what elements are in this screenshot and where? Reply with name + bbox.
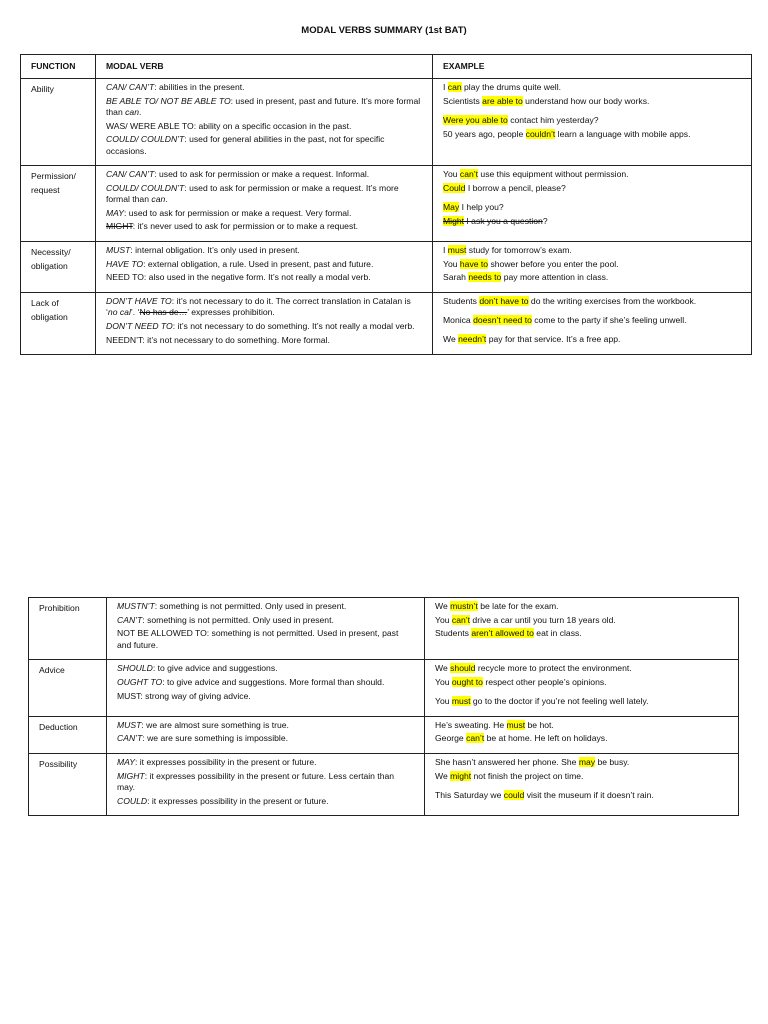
text-line — [117, 691, 414, 702]
text-segment: respect other people’s opinions. — [482, 676, 607, 687]
text-line — [106, 321, 422, 332]
text-line — [106, 335, 422, 346]
modal-verb-cell — [107, 598, 425, 660]
text-segment: be hot. — [525, 719, 554, 730]
modal-verb-cell — [96, 166, 433, 242]
text-segment: learn a language with mobile apps. — [555, 128, 691, 139]
text-segment: We — [435, 770, 451, 781]
text-segment: I — [443, 82, 448, 93]
text-line — [443, 245, 741, 256]
text-segment: She hasn’t answered her phone. She — [435, 757, 579, 768]
header-example: EXAMPLE — [433, 55, 752, 79]
text-segment: SHOULD — [117, 663, 153, 674]
function-cell — [29, 660, 107, 717]
table-row — [21, 242, 752, 293]
table-2-body — [29, 598, 739, 816]
text-segment: I — [443, 245, 448, 256]
example-cell — [433, 166, 752, 242]
text-line — [443, 115, 741, 126]
modal-verbs-table-1 — [20, 54, 752, 355]
function-cell — [21, 166, 96, 242]
function-label: request — [31, 184, 60, 195]
text-segment: . — [165, 194, 168, 205]
text-segment: DON’T NEED TO — [106, 320, 173, 331]
text-line — [435, 601, 728, 612]
highlighted-modal: Could — [443, 182, 466, 193]
highlighted-modal: aren’t allowed to — [471, 628, 534, 639]
text-line — [435, 615, 728, 626]
text-line — [443, 315, 741, 326]
text-segment: MAY — [117, 757, 135, 768]
text-segment: Monica — [443, 315, 474, 326]
text-line — [117, 677, 414, 688]
text-line — [443, 202, 741, 213]
text-segment: : used to ask for permission or make a request. Informal. — [154, 169, 370, 180]
text-segment: CAN/ CAN’T — [106, 169, 155, 180]
text-segment: no cal — [107, 307, 131, 318]
text-segment: can — [125, 107, 139, 118]
function-label: Lack of — [31, 298, 59, 309]
text-line — [117, 796, 414, 807]
table-header-row — [21, 55, 752, 79]
text-segment: You — [435, 614, 452, 625]
text-segment: : it’s not necessary to do something. It’s not really a modal verb. — [172, 320, 415, 331]
header-modal-verb: MODAL VERB — [96, 55, 433, 79]
highlighted-modal: mustn’t — [450, 601, 478, 611]
table-row — [21, 166, 752, 242]
text-segment: George — [435, 733, 467, 744]
text-segment: : used to ask for permission or make a request. It’s more formal than — [106, 182, 399, 205]
highlighted-modal: can’t — [451, 614, 471, 625]
text-segment: play the drums quite well. — [461, 82, 561, 93]
highlighted-modal: can — [447, 82, 462, 93]
modal-verb-cell — [107, 660, 425, 717]
text-segment: shower before you enter the pool. — [488, 258, 619, 269]
text-segment: come to the party if she’s feeling unwell. — [531, 315, 687, 326]
highlighted-modal: might — [450, 770, 472, 781]
table-row — [21, 293, 752, 355]
text-line — [443, 169, 741, 180]
text-segment: : it’s never used to ask for permission or to make a request. — [132, 221, 359, 232]
table-row — [29, 716, 739, 753]
text-line — [443, 183, 741, 194]
text-segment: NOT BE ALLOWED TO: something is not permitted. Used in present, past and future. — [117, 628, 399, 650]
text-segment: be busy. — [595, 757, 630, 768]
text-line — [106, 169, 422, 180]
text-line — [106, 221, 422, 232]
text-segment: : used for general abilities in the past, not for specific occasions. — [106, 134, 385, 156]
text-line — [443, 296, 741, 307]
highlighted-modal: needs to — [468, 272, 502, 283]
highlighted-modal: could — [503, 789, 525, 800]
text-segment: ’. ‘ — [130, 307, 140, 318]
text-line — [117, 628, 414, 650]
text-segment: use this equipment without permission. — [478, 169, 629, 180]
highlighted-modal: have to — [459, 258, 489, 269]
text-segment: I borrow a pencil, please? — [465, 182, 566, 193]
table-1-body — [21, 79, 752, 355]
text-segment: Students — [435, 628, 472, 639]
text-segment: You — [443, 258, 460, 269]
text-segment: MIGHT — [106, 221, 133, 232]
text-segment: not finish the project on time. — [471, 770, 584, 781]
text-line — [443, 334, 741, 345]
function-label: Necessity/ — [31, 247, 71, 258]
function-label: obligation — [31, 260, 68, 271]
text-segment: : something is not permitted. Only used in present. — [142, 614, 334, 625]
text-segment: do the writing exercises from the workbook. — [528, 296, 697, 307]
highlighted-modal: Might — [443, 215, 465, 226]
highlighted-modal: can’t — [459, 169, 479, 180]
text-segment: : it’s not necessary to do it. The correct translation in Catalan is ‘ — [106, 296, 411, 318]
table-row — [29, 598, 739, 660]
text-line — [443, 216, 741, 227]
text-segment: You — [443, 169, 460, 180]
modal-verb-cell — [96, 293, 433, 355]
text-segment: : it expresses possibility in the present or future. — [147, 795, 329, 806]
function-label: Advice — [39, 665, 65, 676]
text-segment: contact him yesterday? — [507, 115, 599, 126]
text-line — [106, 208, 422, 219]
text-segment: ’ expresses prohibition. — [187, 307, 275, 318]
text-segment: understand how our body works. — [522, 95, 650, 106]
text-line — [117, 720, 414, 731]
text-segment: : abilities in the present. — [154, 82, 245, 93]
text-segment: OUGHT TO — [117, 676, 163, 687]
example-cell — [433, 242, 752, 293]
text-segment: You — [435, 696, 452, 707]
function-cell — [29, 754, 107, 816]
text-segment: : it expresses possibility in the present or future. — [134, 757, 317, 768]
function-label: obligation — [31, 311, 68, 322]
table-row — [29, 660, 739, 717]
text-segment: No has de… — [139, 307, 188, 318]
text-segment: CAN/ CAN’T — [106, 82, 155, 93]
function-cell — [21, 293, 96, 355]
function-label: Prohibition — [39, 603, 80, 613]
text-segment: COULD — [117, 795, 148, 806]
text-line — [435, 757, 728, 768]
text-line — [117, 757, 414, 768]
text-line — [106, 82, 422, 93]
text-segment: Students — [443, 296, 480, 307]
text-segment: : something is not permitted. Only used in present. — [154, 601, 347, 611]
function-cell — [21, 79, 96, 166]
text-segment: : we are sure something is impossible. — [142, 733, 288, 744]
text-line — [106, 296, 422, 318]
text-line — [443, 129, 741, 140]
text-segment: be late for the exam. — [477, 601, 559, 611]
modal-verbs-table-2 — [28, 597, 739, 816]
function-cell — [29, 598, 107, 660]
text-segment: : internal obligation. It’s only used in present. — [130, 245, 300, 256]
highlighted-modal: must — [451, 696, 471, 707]
text-segment: study for tomorrow’s exam. — [466, 245, 572, 256]
text-segment: eat in class. — [533, 628, 582, 639]
text-segment: CAN’T — [117, 614, 143, 625]
text-segment: This Saturday we — [435, 789, 504, 800]
text-segment: ? — [542, 215, 548, 226]
text-segment: COULD/ COULDN’T — [106, 182, 185, 193]
text-line — [435, 790, 728, 801]
text-line — [435, 677, 728, 688]
text-line — [435, 720, 728, 731]
text-segment: pay more attention in class. — [501, 272, 609, 283]
example-cell — [433, 293, 752, 355]
function-label: Deduction — [39, 721, 78, 732]
text-segment: HAVE TO — [106, 258, 144, 269]
example-cell — [425, 716, 739, 753]
text-segment: drive a car until you turn 18 years old. — [470, 614, 616, 625]
example-cell — [425, 598, 739, 660]
document-title: MODAL VERBS SUMMARY (1st BAT) — [301, 25, 467, 36]
highlighted-modal: must — [447, 245, 467, 256]
text-segment: COULD/ COULDN’T — [106, 134, 185, 145]
modal-verb-cell — [107, 716, 425, 753]
text-line — [117, 615, 414, 626]
text-line — [106, 121, 422, 132]
modal-verb-cell — [107, 754, 425, 816]
highlighted-modal: May — [443, 202, 460, 213]
text-segment: MUST — [117, 719, 142, 730]
text-segment: You — [435, 676, 452, 687]
text-segment: I ask you a question — [464, 215, 543, 226]
text-segment: NEED TO: also used in the negative form. It’s not really a modal verb. — [106, 272, 371, 283]
modal-verb-cell — [96, 242, 433, 293]
text-line — [106, 134, 422, 156]
text-segment: : to give advice and suggestions. — [152, 663, 278, 674]
text-segment: recycle more to protect the environment. — [475, 663, 632, 674]
highlighted-modal: are able to — [482, 95, 523, 106]
text-segment: visit the museum if it doesn’t rain. — [524, 789, 654, 800]
function-label: Possibility — [39, 759, 78, 770]
text-segment: We — [435, 663, 451, 674]
function-label: Permission/ — [31, 171, 76, 182]
highlighted-modal: don’t have to — [479, 296, 529, 307]
text-segment: 50 years ago, people — [443, 128, 526, 139]
text-segment: MAY — [106, 207, 124, 218]
highlighted-modal: Were you able to — [443, 115, 508, 126]
text-segment: go to the doctor if you’re not feeling well lately. — [470, 696, 649, 707]
text-segment: : used in present, past and future. It’s more formal than — [106, 95, 421, 118]
text-segment: CAN’T — [117, 733, 143, 744]
text-segment: Scientists — [443, 95, 483, 106]
highlighted-modal: must — [506, 719, 526, 730]
highlighted-modal: needn’t — [458, 334, 487, 345]
text-line — [106, 96, 422, 118]
text-line — [117, 663, 414, 674]
text-line — [106, 183, 422, 205]
text-segment: : it expresses possibility in the present or future. Less certain than may. — [117, 770, 395, 792]
text-segment: DON’T HAVE TO — [106, 296, 172, 307]
highlighted-modal: doesn’t need to — [473, 315, 532, 326]
example-cell — [425, 660, 739, 717]
text-segment: : we are almost sure something is true. — [141, 719, 289, 730]
table-row — [29, 754, 739, 816]
table-row — [21, 79, 752, 166]
text-segment: Sarah — [443, 272, 469, 283]
text-segment: He’s sweating. He — [435, 719, 507, 730]
header-function: FUNCTION — [21, 55, 96, 79]
highlighted-modal: couldn’t — [525, 128, 556, 139]
text-segment: BE ABLE TO/ NOT BE ABLE TO — [106, 95, 231, 106]
text-line — [117, 601, 414, 612]
text-line — [435, 628, 728, 639]
function-cell — [21, 242, 96, 293]
text-line — [106, 259, 422, 270]
text-line — [435, 696, 728, 707]
example-cell — [425, 754, 739, 816]
highlighted-modal: should — [450, 663, 476, 674]
text-segment: MIGHT — [117, 770, 145, 781]
function-cell — [29, 716, 107, 753]
text-segment: be at home. He left on holidays. — [484, 733, 608, 744]
text-line — [117, 771, 414, 793]
text-segment: NEEDN’T: it’s not necessary to do something. More formal. — [106, 334, 330, 345]
text-line — [435, 771, 728, 782]
example-cell — [433, 79, 752, 166]
text-segment: We — [435, 601, 451, 611]
text-line — [117, 733, 414, 744]
text-segment: pay for that service. It’s a free app. — [486, 334, 621, 345]
text-line — [435, 733, 728, 744]
text-segment: : to give advice and suggestions. More formal than should. — [162, 676, 385, 687]
text-segment: . — [138, 107, 142, 118]
highlighted-modal: may — [578, 757, 596, 768]
text-segment: MUST: strong way of giving advice. — [117, 690, 251, 701]
text-segment: I help you? — [459, 202, 504, 213]
text-line — [435, 663, 728, 674]
text-line — [443, 272, 741, 283]
modal-verb-cell — [96, 79, 433, 166]
text-segment: MUSTN’T — [117, 601, 155, 611]
text-segment: MUST — [106, 245, 131, 256]
text-line — [443, 259, 741, 270]
highlighted-modal: can’t — [466, 733, 485, 744]
text-line — [443, 96, 741, 107]
text-segment: We — [443, 334, 459, 345]
text-line — [443, 82, 741, 93]
text-line — [106, 272, 422, 283]
function-label: Ability — [31, 84, 54, 95]
text-segment: WAS/ WERE ABLE TO: ability on a specific occasion in the past. — [106, 120, 352, 131]
text-line — [106, 245, 422, 256]
text-segment: : external obligation, a rule. Used in present, past and future. — [143, 258, 374, 269]
text-segment: : used to ask for permission or make a request. Very formal. — [123, 207, 352, 218]
highlighted-modal: ought to — [451, 676, 483, 687]
text-segment: can — [151, 194, 166, 205]
